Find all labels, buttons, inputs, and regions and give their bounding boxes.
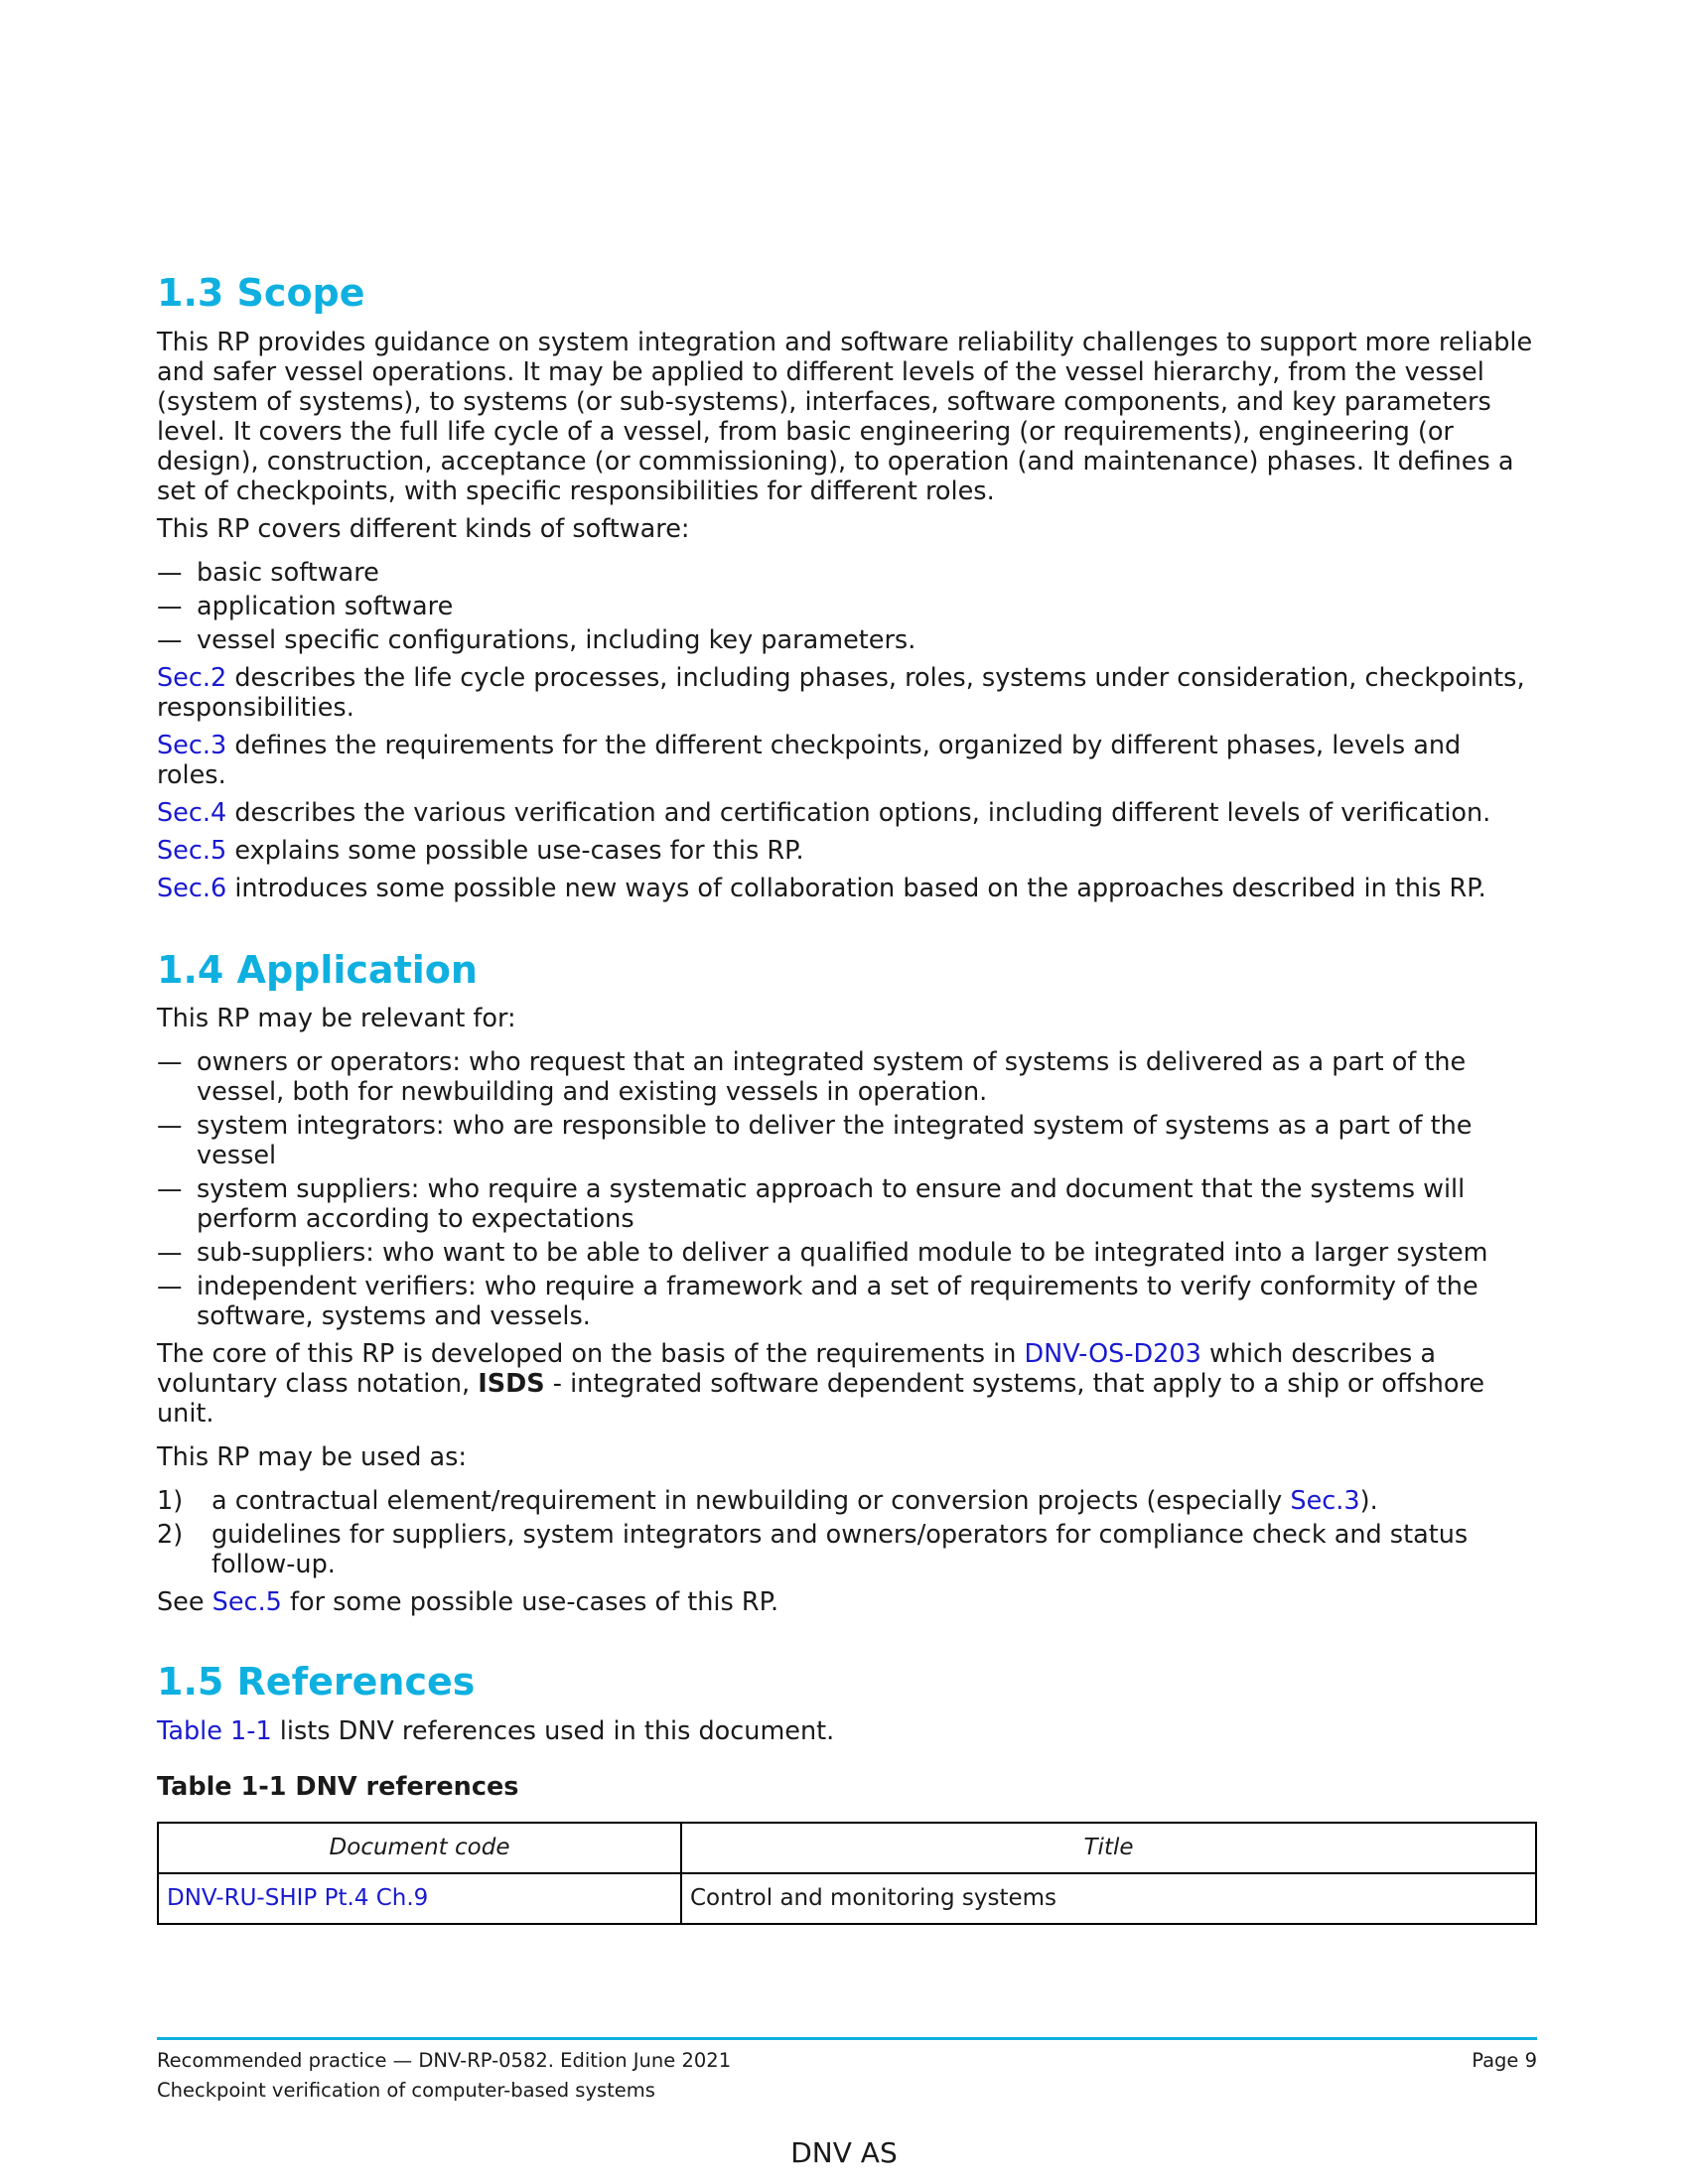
footer-rule: [157, 2037, 1537, 2040]
list-item: — application software: [157, 592, 1537, 621]
software-kinds-list: [157, 558, 1537, 655]
sec2-text: describes the life cycle processes, including phases, roles, systems under consideration, checkpoints, responsibilities.: [157, 662, 1525, 723]
dnv-ru-ship-link[interactable]: DNV-RU-SHIP Pt.4 Ch.9: [167, 1885, 429, 1911]
sec5-link[interactable]: Sec.5: [157, 835, 227, 866]
page-footer: [157, 2037, 1537, 2104]
list-item: — system suppliers: who require a systematic approach to ensure and document that the systems will perform according to expectations: [157, 1174, 1537, 1234]
see-text-post: for some possible use-cases of this RP.: [281, 1587, 779, 1617]
column-header-document-code: Document code: [158, 1823, 681, 1873]
footer-row: [157, 2048, 1537, 2074]
usage-1-text: a contractual element/requirement in newbuilding or conversion projects (especially: [211, 1486, 1291, 1516]
cell-document-code: [158, 1873, 681, 1924]
usage-list: [157, 1486, 1537, 1579]
sec3-link-2[interactable]: Sec.3: [1290, 1486, 1360, 1516]
core-text-mid: which describes a voluntary class notation,: [157, 1339, 1436, 1399]
list-marker: 1): [157, 1486, 184, 1516]
section-heading-application: 1.4 Application: [157, 947, 478, 992]
section-heading-scope: 1.3 Scope: [157, 271, 365, 315]
sec3-reference: [157, 731, 1537, 790]
list-item: — basic software: [157, 558, 1537, 588]
scope-software-intro: This RP covers different kinds of software:: [157, 513, 690, 544]
list-item: [157, 1486, 1537, 1516]
usage-1-end: ).: [1359, 1486, 1378, 1516]
list-marker: 2): [157, 1520, 184, 1550]
column-header-title: Title: [681, 1823, 1536, 1873]
cell-title: Control and monitoring systems: [681, 1873, 1536, 1924]
sec6-link[interactable]: Sec.6: [157, 873, 227, 903]
sec4-reference: [157, 798, 1537, 828]
company-name: DNV AS: [790, 2136, 898, 2169]
sec3-text: defines the requirements for the different checkpoints, organized by different phases, levels and roles.: [157, 730, 1462, 790]
page-content: [157, 270, 1537, 1925]
table-row: [158, 1873, 1536, 1924]
sec5-reference: [157, 836, 1537, 866]
see-sec5-paragraph: [157, 1587, 1537, 1617]
sec4-link[interactable]: Sec.4: [157, 797, 227, 828]
references-table: [157, 1822, 1537, 1925]
list-item: [157, 1520, 1537, 1579]
list-item: — vessel specific configurations, including key parameters.: [157, 625, 1537, 655]
references-intro: [157, 1716, 1537, 1746]
dnv-os-d203-link[interactable]: DNV-OS-D203: [1024, 1339, 1201, 1369]
sec3-link[interactable]: Sec.3: [157, 730, 227, 760]
scope-paragraph: This RP provides guidance on system integration and software reliability challenges to support more reliable and safer vessel operations. It may be applied to different levels of the vessel hierarchy, from the vessel (system of systems), to systems (or sub-systems), interfaces, software components, and key parameters level. It covers the full life cycle of a vessel, from basic engineering (or requirements), engineering (or design), construction, acceptance (or commissioning), to operation (and maintenance) phases. It defines a set of checkpoints, with specific responsibilities for different roles.: [157, 327, 1533, 506]
sec5-link-2[interactable]: Sec.5: [211, 1587, 282, 1617]
see-text-pre: See: [157, 1587, 212, 1617]
core-text-post: - integrated software dependent systems, that apply to a ship or offshore unit.: [157, 1369, 1485, 1429]
page-number: Page 9: [1472, 2049, 1537, 2072]
isds-bold: ISDS: [478, 1369, 545, 1399]
sec4-text: describes the various verification and certification options, including different levels of verification.: [226, 797, 1491, 828]
sec5-text: explains some possible use-cases for this RP.: [226, 835, 804, 866]
sec6-text: introduces some possible new ways of collaboration based on the approaches described in this RP.: [226, 873, 1486, 903]
usage-2-text: guidelines for suppliers, system integrators and owners/operators for compliance check and status follow-up.: [211, 1520, 1469, 1579]
list-item: — sub-suppliers: who want to be able to deliver a qualified module to be integrated into a larger system: [157, 1238, 1537, 1268]
table-header-row: [158, 1823, 1536, 1873]
table-caption: Table 1-1 DNV references: [157, 1771, 519, 1802]
application-intro: This RP may be relevant for:: [157, 1004, 516, 1033]
used-as-intro: This RP may be used as:: [157, 1442, 467, 1472]
sec6-reference: [157, 874, 1537, 903]
footer-document-title: Recommended practice — DNV-RP-0582. Edition June 2021: [157, 2049, 732, 2072]
sec2-link[interactable]: Sec.2: [157, 662, 227, 693]
section-heading-references: 1.5 References: [157, 1660, 476, 1704]
core-text-pre: The core of this RP is developed on the basis of the requirements in: [157, 1339, 1025, 1369]
list-item: — independent verifiers: who require a framework and a set of requirements to verify conformity of the software, systems and vessels.: [157, 1272, 1537, 1331]
sec2-reference: [157, 663, 1537, 723]
list-item: — owners or operators: who request that an integrated system of systems is delivered as a part of the vessel, both for newbuilding and existing vessels in operation.: [157, 1047, 1537, 1107]
audience-list: [157, 1047, 1537, 1331]
list-item: — system integrators: who are responsible to deliver the integrated system of systems as a part of the vessel: [157, 1111, 1537, 1170]
footer-subtitle: Checkpoint verification of computer-based systems: [157, 2079, 655, 2102]
core-paragraph: [157, 1339, 1537, 1429]
references-intro-text: lists DNV references used in this document.: [271, 1715, 835, 1746]
table-1-1-link[interactable]: Table 1-1: [157, 1715, 272, 1746]
